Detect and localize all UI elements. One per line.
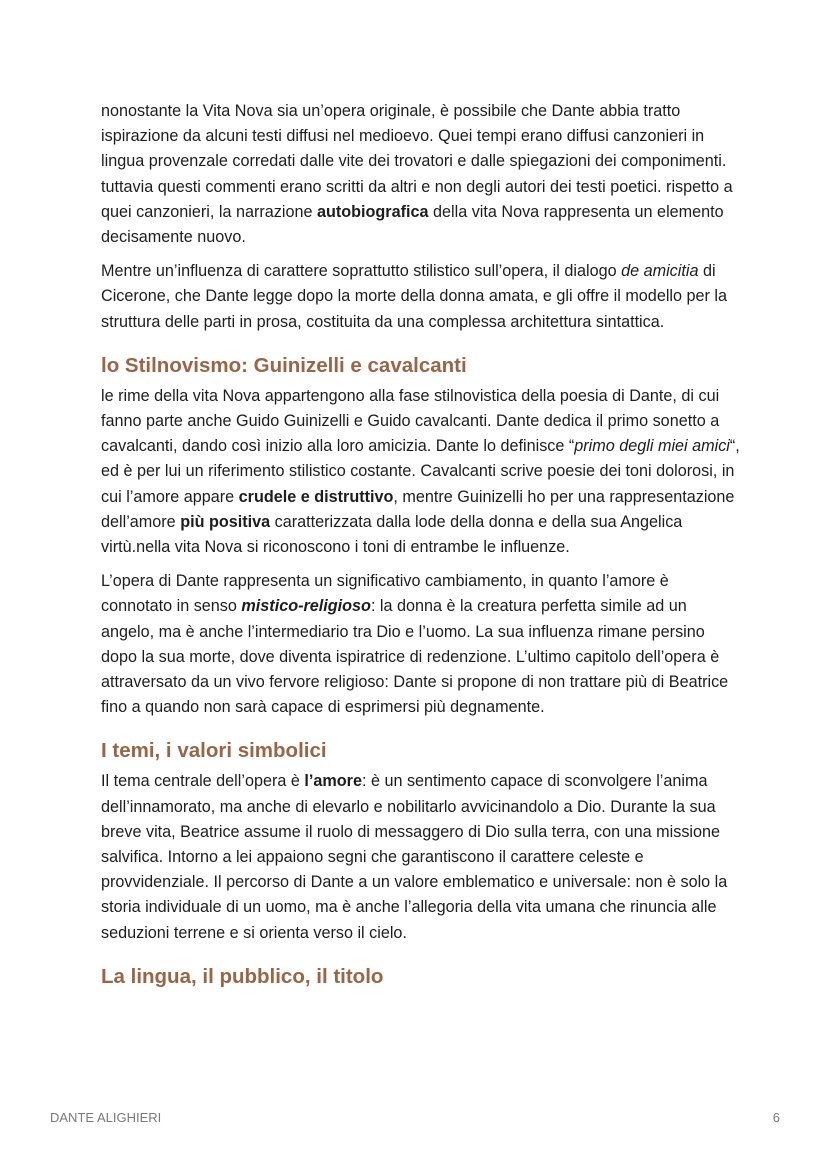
emphasis-lamore: l’amore (304, 772, 362, 791)
section-heading-stilnovismo: lo Stilnovismo: Guinizelli e cavalcanti (101, 353, 467, 377)
paragraph-mistico-religioso: L’opera di Dante rappresenta un significativo cambiamento, in quanto l’amore è connotato in senso mistico-religioso: la donna è la creatura perfetta simile ad un angelo, ma è anche l’intermediario tra Dio e l’uomo. La sua influenza rimane persino dopo la sua morte, dove diventa ispiratrice di redenzione. L’ultimo capitolo dell’opera è attraversato da un vivo fervore religioso: Dante si propone di non trattare più di Beatrice fino a quando non sarà capace di esprimersi più degnamente. (101, 572, 729, 717)
section-heading-temi: I temi, i valori simbolici (101, 739, 327, 763)
document-page (101, 99, 741, 995)
emphasis-mistico-religioso: mistico-religioso (241, 597, 371, 616)
paragraph-vita-nova-sources: nonostante la Vita Nova sia un’opera originale, è possibile che Dante abbia tratto ispirazione da alcuni testi diffusi nel medioevo. Quei tempi erano diffusi canzonieri in lingua provenzale corredati dalle vite dei trovatori e dalle spiegazioni dei componimenti. tuttavia questi commenti erano scritti da altri e non degli autori dei testi poetici. rispetto a quei canzonieri, la narrazione autobiografica della vita Nova rappresenta un elemento decisamente nuovo. (101, 102, 733, 247)
emphasis-de-amicitia: de amicitia (621, 262, 699, 281)
paragraph-temi: Il tema centrale dell’opera è l’amore: è un sentimento capace di sconvolgere l’anima dell’innamorato, ma anche di elevarlo e nobilitarlo avvicinandolo a Dio. Durante la sua breve vita, Beatrice assume il ruolo di messaggero di Dio sulla terra, con una missione salvifica. Intorno a lei appaiono segni che garantiscono il carattere celeste e provvidenziale. Il percorso di Dante a un valore emblematico e universale: non è solo la storia individuale di un uomo, ma è anche l’allegoria della vita umana che rinuncia alle seduzioni terrene e si orienta verso il cielo. (101, 772, 728, 942)
paragraph-stilnovismo: le rime della vita Nova appartengono alla fase stilnovistica della poesia di Dante, di cui fanno parte anche Guido Guinizelli e Guido cavalcanti. Dante dedica il primo sonetto a cavalcanti, dando così inizio alla loro amicizia. Dante lo definisce “primo degli miei amici“, ed è per lui un riferimento stilistico costante. Cavalcanti scrive poesie dei toni dolorosi, in cui l’amore appare crudele e distruttivo, mentre Guinizelli ho per una rappresentazione dell’amore più positiva caratterizzata dalla lode della donna e della sua Angelica virtù.nella vita Nova si riconoscono i toni di entrambe le influenze. (101, 386, 740, 557)
page-footer (50, 1110, 780, 1125)
emphasis-autobiografica: autobiografica (316, 202, 429, 221)
emphasis-piu-positiva: più positiva (180, 512, 271, 531)
page-number: 6 (772, 1110, 780, 1125)
footer-title: DANTE ALIGHIERI (50, 1110, 162, 1125)
emphasis-primo-degli-miei-amici: primo degli miei amici (574, 437, 730, 456)
paragraph-cicerone-influence: Mentre un’influenza di carattere soprattutto stilistico sull’opera, il dialogo de amicitia di Cicerone, che Dante legge dopo la morte della donna amata, e gli offre il modello per la struttura delle parti in prosa, costituita da una complessa architettura sintattica. (101, 262, 728, 331)
emphasis-crudele-distruttivo: crudele e distruttivo (238, 487, 394, 506)
section-heading-lingua: La lingua, il pubblico, il titolo (101, 964, 384, 988)
